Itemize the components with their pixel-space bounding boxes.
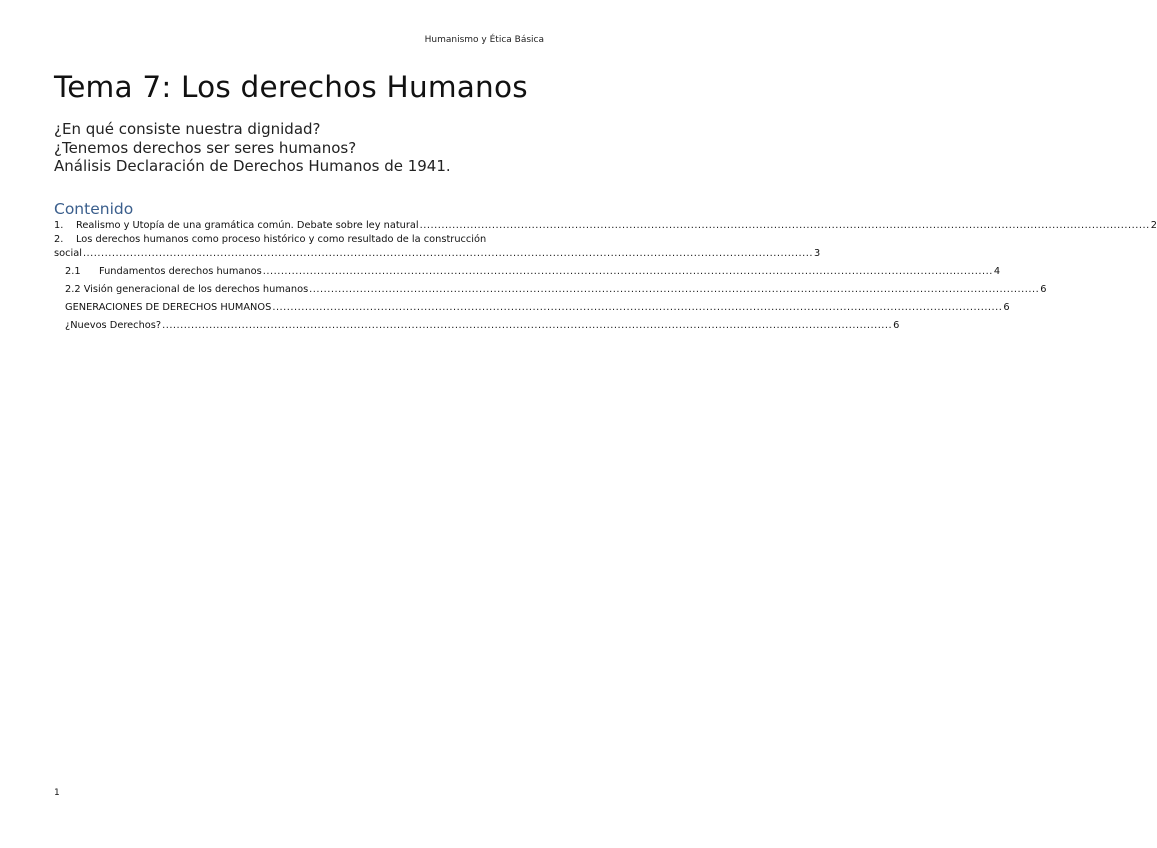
toc-entry-label: Los derechos humanos como proceso histórico y como resultado de la construcción: [76, 234, 487, 245]
toc-leader: ..........................................................................................................................................................................................................: [82, 248, 813, 259]
toc-entry-nuevos-derechos[interactable]: [54, 320, 900, 334]
toc-entry-2-2[interactable]: [54, 284, 1047, 298]
subtitle-block: [54, 120, 451, 176]
running-header: Humanismo y Ética Básica: [424, 35, 544, 45]
document-title: Tema 7: Los derechos Humanos: [54, 70, 528, 104]
toc-entry-label: Fundamentos derechos humanos: [99, 266, 262, 277]
toc-leader: ..........................................................................................................................................................................................................: [309, 284, 1040, 295]
toc-leader: ..........................................................................................................................................................................................................: [262, 266, 993, 277]
toc-leader: ..........................................................................................................................................................................................................: [272, 302, 1003, 313]
subtitle-line-2: ¿Tenemos derechos ser seres humanos?: [54, 138, 357, 157]
toc-page-number: 3: [814, 248, 821, 259]
toc-page-number: 6: [1003, 302, 1010, 313]
toc-entry-label: 2.2 Visión generacional de los derechos humanos: [65, 284, 309, 295]
toc-entry-1[interactable]: [54, 220, 1157, 234]
toc-entry-label: GENERACIONES DE DERECHOS HUMANOS: [65, 302, 272, 313]
subtitle-line-3: Análisis Declaración de Derechos Humanos de 1941.: [54, 157, 451, 175]
toc-entry-2[interactable]: [54, 234, 821, 262]
toc-entry-label: Realismo y Utopía de una gramática común. Debate sobre ley natural: [76, 220, 419, 231]
toc-page-number: 6: [1040, 284, 1047, 295]
toc-page-number: 6: [893, 320, 900, 331]
toc-leader: ..........................................................................................................................................................................................................: [419, 220, 1150, 231]
toc-leader: ..........................................................................................................................................................................................................: [162, 320, 893, 331]
toc-entry-label-continuation: social: [54, 248, 82, 259]
toc-page-number: 4: [993, 266, 1001, 277]
toc-entry-generaciones[interactable]: [54, 302, 1010, 316]
toc-page-number: 2: [1150, 220, 1157, 231]
toc-entry-number: 1.: [54, 220, 64, 231]
table-of-contents: [54, 220, 1157, 334]
toc-entry-number: 2.1: [65, 266, 81, 277]
toc-entry-number: 2.: [54, 234, 64, 245]
toc-heading: Contenido: [54, 200, 134, 218]
subtitle-line-1: ¿En qué consiste nuestra dignidad?: [54, 120, 321, 138]
page-number: 1: [54, 788, 60, 798]
toc-entry-label: ¿Nuevos Derechos?: [65, 320, 162, 331]
toc-entry-2-1[interactable]: [54, 266, 1001, 280]
